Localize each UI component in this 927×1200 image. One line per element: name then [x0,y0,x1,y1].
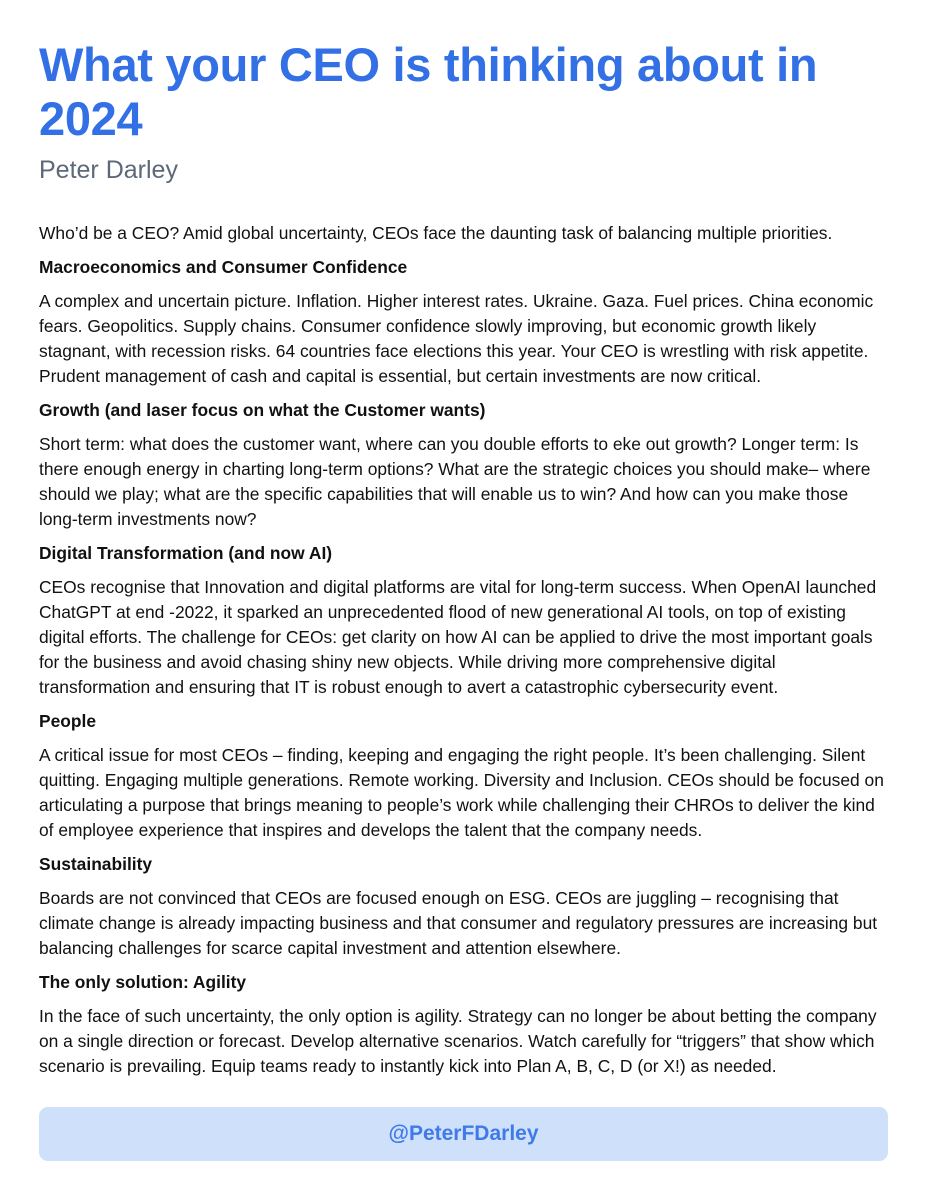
section-people [39,709,888,843]
section-body: Short term: what does the customer want, where can you double efforts to eke out growth? Longer term: Is there enough energy in charting long-term options? What are the strategic choices you should make– where should we play; what are the specific capabilities that will enable us to win? And how can you make those long-term investments now? [39,434,871,529]
section-body: A critical issue for most CEOs – finding, keeping and engaging the right people. It’s been challenging. Silent quitting. Engaging multiple generations. Remote working. Diversity and Inclusion. CEOs should be focused on articulating a purpose that brings meaning to people’s work while challenging their CHROs to deliver the kind of employee experience that inspires and develops the talent that the company needs. [39,745,884,840]
section-heading: Sustainability [39,854,153,874]
author-handle: @PeterFDarley [388,1122,539,1145]
section-growth [39,398,888,532]
article-content [39,221,888,1079]
section-heading: Macroeconomics and Consumer Confidence [39,257,408,277]
section-heading: Growth (and laser focus on what the Customer wants) [39,400,486,420]
section-body: A complex and uncertain picture. Inflation. Higher interest rates. Ukraine. Gaza. Fuel prices. China economic fears. Geopolitics. Supply chains. Consumer confidence slowly improving, but economic growth likely stagnant, with recession risks. 64 countries face elections this year. Your CEO is wrestling with risk appetite. Prudent management of cash and capital is essential, but certain investments are now critical. [39,291,874,386]
section-heading: People [39,711,97,731]
author-handle-banner [39,1107,888,1161]
article-author: Peter Darley [39,156,178,184]
section-body: In the face of such uncertainty, the only option is agility. Strategy can no longer be about betting the company on a single direction or forecast. Develop alternative scenarios. Watch carefully for “triggers” that show which scenario is prevailing. Equip teams ready to instantly kick into Plan A, B, C, D (or X!) as needed. [39,1006,877,1076]
article-intro: Who’d be a CEO? Amid global uncertainty, CEOs face the daunting task of balancing multiple priorities. [39,223,833,243]
section-body: CEOs recognise that Innovation and digital platforms are vital for long-term success. When OpenAI launched ChatGPT at end -2022, it sparked an unprecedented flood of new generational AI tools, on top of existing digital efforts. The challenge for CEOs: get clarity on how AI can be applied to drive the most important goals for the business and avoid chasing shiny new objects. While driving more comprehensive digital transformation and ensuring that IT is robust enough to avert a catastrophic cybersecurity event. [39,577,877,697]
section-heading: Digital Transformation (and now AI) [39,543,333,563]
article-title: What your CEO is thinking about in 2024 [39,38,818,145]
section-digital-transformation [39,541,888,700]
section-sustainability [39,852,888,961]
section-heading: The only solution: Agility [39,972,247,992]
section-body: Boards are not convinced that CEOs are focused enough on ESG. CEOs are juggling – recognising that climate change is already impacting business and that consumer and regulatory pressures are increasing but balancing challenges for scarce capital investment and attention elsewhere. [39,888,878,958]
section-macroeconomics [39,255,888,389]
section-agility [39,970,888,1079]
